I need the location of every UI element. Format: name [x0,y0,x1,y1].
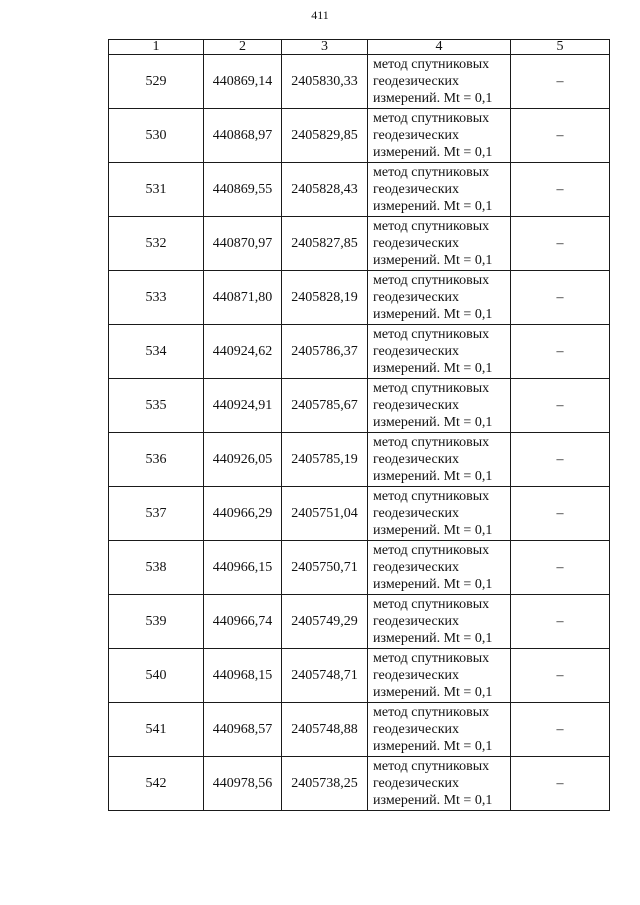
point-number-cell: 529 [109,55,204,109]
method-cell: метод спутниковых геодезических измерений. Mt = 0,1 [368,325,511,379]
x-coordinate-cell: 440869,14 [204,55,282,109]
method-cell: метод спутниковых геодезических измерений. Mt = 0,1 [368,55,511,109]
method-cell: метод спутниковых геодезических измерений. Mt = 0,1 [368,487,511,541]
y-coordinate-cell: 2405750,71 [282,541,368,595]
point-number-cell: 542 [109,757,204,811]
table-row [109,325,610,379]
y-coordinate-cell: 2405751,04 [282,487,368,541]
y-coordinate-cell: 2405749,29 [282,595,368,649]
method-cell: метод спутниковых геодезических измерений. Mt = 0,1 [368,703,511,757]
method-cell: метод спутниковых геодезических измерений. Mt = 0,1 [368,271,511,325]
x-coordinate-cell: 440924,91 [204,379,282,433]
method-cell: метод спутниковых геодезических измерений. Mt = 0,1 [368,595,511,649]
column-header-3: 3 [282,40,368,55]
note-cell: – [511,55,610,109]
note-cell: – [511,433,610,487]
y-coordinate-cell: 2405785,67 [282,379,368,433]
point-number-cell: 530 [109,109,204,163]
note-cell: – [511,703,610,757]
point-number-cell: 533 [109,271,204,325]
point-number-cell: 532 [109,217,204,271]
y-coordinate-cell: 2405827,85 [282,217,368,271]
y-coordinate-cell: 2405786,37 [282,325,368,379]
note-cell: – [511,379,610,433]
table-row [109,595,610,649]
table-row [109,55,610,109]
point-number-cell: 537 [109,487,204,541]
x-coordinate-cell: 440966,29 [204,487,282,541]
table-row [109,163,610,217]
y-coordinate-cell: 2405828,43 [282,163,368,217]
x-coordinate-cell: 440966,15 [204,541,282,595]
table-row [109,703,610,757]
table-body [109,40,610,811]
y-coordinate-cell: 2405785,19 [282,433,368,487]
note-cell: – [511,109,610,163]
page-number: 411 [311,8,329,22]
table-row [109,757,610,811]
column-header-4: 4 [368,40,511,55]
note-cell: – [511,649,610,703]
y-coordinate-cell: 2405830,33 [282,55,368,109]
x-coordinate-cell: 440871,80 [204,271,282,325]
point-number-cell: 531 [109,163,204,217]
note-cell: – [511,325,610,379]
point-number-cell: 535 [109,379,204,433]
point-number-cell: 534 [109,325,204,379]
table-row [109,271,610,325]
method-cell: метод спутниковых геодезических измерений. Mt = 0,1 [368,379,511,433]
table-row [109,649,610,703]
table-row [109,109,610,163]
x-coordinate-cell: 440868,97 [204,109,282,163]
x-coordinate-cell: 440966,74 [204,595,282,649]
method-cell: метод спутниковых геодезических измерений. Mt = 0,1 [368,109,511,163]
point-number-cell: 540 [109,649,204,703]
point-number-cell: 536 [109,433,204,487]
note-cell: – [511,757,610,811]
table-row [109,433,610,487]
column-header-2: 2 [204,40,282,55]
column-header-5: 5 [511,40,610,55]
note-cell: – [511,595,610,649]
y-coordinate-cell: 2405828,19 [282,271,368,325]
table-row [109,541,610,595]
column-header-1: 1 [109,40,204,55]
x-coordinate-cell: 440926,05 [204,433,282,487]
point-number-cell: 541 [109,703,204,757]
y-coordinate-cell: 2405738,25 [282,757,368,811]
y-coordinate-cell: 2405748,88 [282,703,368,757]
y-coordinate-cell: 2405829,85 [282,109,368,163]
note-cell: – [511,487,610,541]
table-row [109,217,610,271]
x-coordinate-cell: 440978,56 [204,757,282,811]
table-row [109,487,610,541]
table-header-row [109,40,610,55]
y-coordinate-cell: 2405748,71 [282,649,368,703]
method-cell: метод спутниковых геодезических измерений. Mt = 0,1 [368,217,511,271]
x-coordinate-cell: 440924,62 [204,325,282,379]
method-cell: метод спутниковых геодезических измерений. Mt = 0,1 [368,433,511,487]
x-coordinate-cell: 440869,55 [204,163,282,217]
x-coordinate-cell: 440968,57 [204,703,282,757]
method-cell: метод спутниковых геодезических измерений. Mt = 0,1 [368,541,511,595]
method-cell: метод спутниковых геодезических измерений. Mt = 0,1 [368,757,511,811]
point-number-cell: 538 [109,541,204,595]
note-cell: – [511,541,610,595]
point-number-cell: 539 [109,595,204,649]
coordinates-table [108,39,610,811]
note-cell: – [511,217,610,271]
x-coordinate-cell: 440870,97 [204,217,282,271]
x-coordinate-cell: 440968,15 [204,649,282,703]
method-cell: метод спутниковых геодезических измерений. Mt = 0,1 [368,649,511,703]
table-row [109,379,610,433]
method-cell: метод спутниковых геодезических измерений. Mt = 0,1 [368,163,511,217]
note-cell: – [511,271,610,325]
note-cell: – [511,163,610,217]
